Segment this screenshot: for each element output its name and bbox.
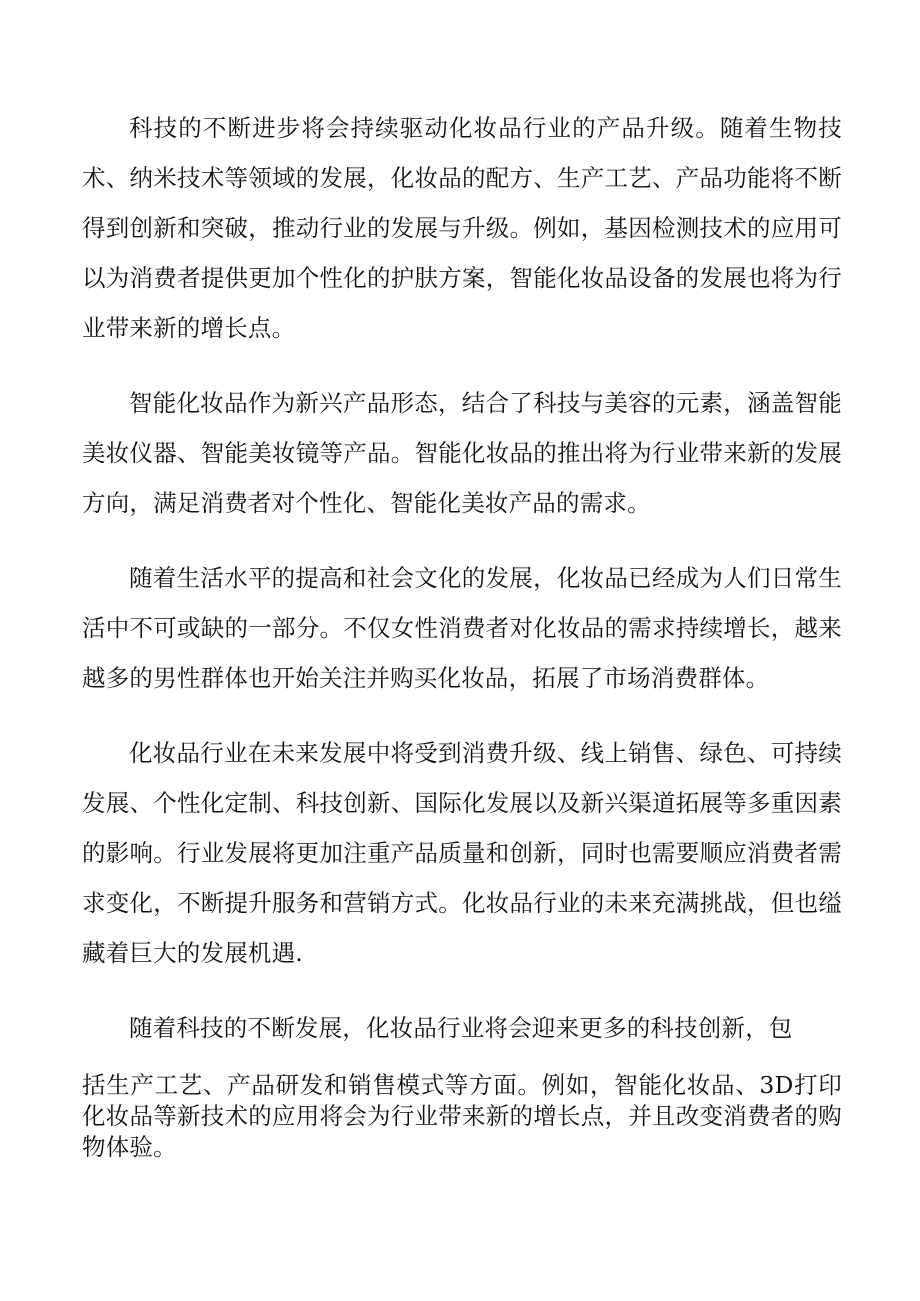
paragraph-consumer-groups: 随着生活水平的提高和社会文化的发展，化妆品已经成为人们日常生活中不可或缺的一部分。不仅女性消费者对化妆品的需求持续增长，越来越多的男性群体也开始关注并购买化妆品，拓展了市场消费群体。 xyxy=(82,564,842,692)
paragraph-tech-innovation-continued: 括生产工艺、产品研发和销售模式等方面。例如，智能化妆品、3D打印化妆品等新技术的应用将会为行业带来新的增长点，并且改变消费者的购物体验。 xyxy=(82,1071,842,1161)
paragraph-future-factors: 化妆品行业在未来发展中将受到消费升级、线上销售、绿色、可持续发展、个性化定制、科技创新、国际化发展以及新兴渠道拓展等多重因素的影响。行业发展将更加注重产品质量和创新，同时也需要顺应消费者需求变化，不断提升服务和营销方式。化妆品行业的未来充满挑战，但也缢藏着巨大的发展机遇. xyxy=(82,739,842,967)
paragraph-tech-upgrade: 科技的不断进步将会持续驱动化妆品行业的产品升级。随着生物技术、纳米技术等领域的发展，化妆品的配方、生产工艺、产品功能将不断得到创新和突破，推动行业的发展与升级。例如，基因检测技术的应用可以为消费者提供更加个性化的护肤方案，智能化妆品设备的发展也将为行业带来新的增长点。 xyxy=(82,114,842,342)
paragraph-smart-cosmetics: 智能化妆品作为新兴产品形态，结合了科技与美容的元素，涵盖智能美妆仪器、智能美妆镜等产品。智能化妆品的推出将为行业带来新的发展方向，满足消费者对个性化、智能化美妆产品的需求。 xyxy=(82,389,842,517)
paragraph-tech-innovation-lead: 随着科技的不断发展，化妆品行业将会迎来更多的科技创新，包 xyxy=(129,1014,793,1042)
